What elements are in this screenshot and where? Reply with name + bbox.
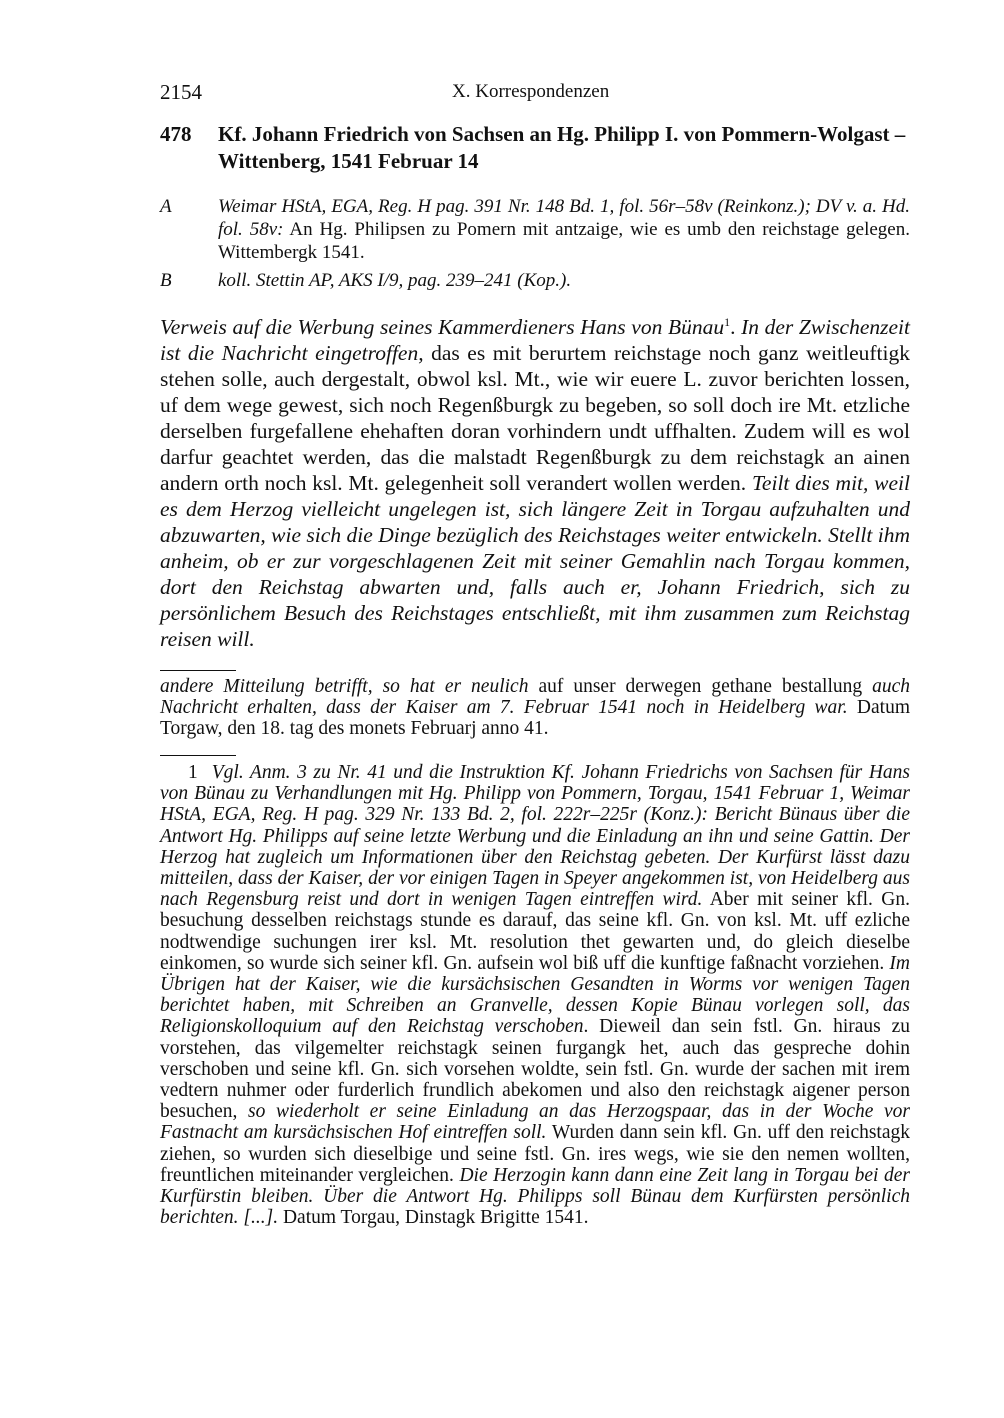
source-a xyxy=(160,195,910,264)
source-text xyxy=(218,195,910,264)
regest-text: Verweis auf die Werbung seines Kammerdieners Hans von Bünau xyxy=(160,315,725,339)
footnote-marker: 1 xyxy=(188,762,198,783)
source-list xyxy=(160,195,910,297)
source-archive: Weimar HStA, EGA, Reg. H pag. 391 Nr. 148 Bd. 1, fol. 56r–58v (Reinkonz.); DV v. a. Hd. fol. 58v: xyxy=(218,196,910,240)
regest-text: Die Herzogin kann dann eine Zeit lang in Torgau bei der Kurfürstin bleiben. Über die Antwort Hg. Philipps soll Bünau dem Kurfürsten persönlich berichten. [...]. xyxy=(160,1164,911,1229)
footnote-ref: 1 xyxy=(724,314,731,329)
footnote-1 xyxy=(160,762,910,1228)
source-b xyxy=(160,269,910,292)
source-archive: koll. Stettin AP, AKS I/9, pag. 239–241 (Kop.). xyxy=(218,270,572,291)
text-segment: . xyxy=(730,315,742,339)
quoted-text: Aber mit seiner kfl. Gn. besuchung desselben reichstags stunde es darauf, das seine kfl. Gn. von ksl. Mt. uff ezliche nodtwendige suchungen irer ksl. Mt. resolution thet gewarten und, do gleich dieselbe einkomen, so wurde sich seiner kfl. Gn. aufsein wol biß uff die kunftige faßnacht vorziehen. xyxy=(160,889,910,974)
source-sigle: A xyxy=(160,196,172,217)
source-note: An Hg. Philipsen zu Pomern mit antzaige, wie es umb den reichstage gelegen. Wittembergk 1541. xyxy=(218,219,910,263)
regest-text: Im Übrigen hat der Kaiser, wie die kursächsischen Gesandten in Worms vor wenigen Tagen berichtet haben, mit Schreiben an Granvelle, dessen Kopie Bünau vorlegen soll, das Religionskolloquium auf den Reichstag verschoben xyxy=(160,952,910,1038)
page-number: 2154 xyxy=(160,80,202,104)
quoted-text: Datum Torgaw, den 18. tag des monets Februarj anno 41. xyxy=(160,697,910,739)
running-title: X. Korrespondenzen xyxy=(452,81,610,102)
source-sigle: B xyxy=(160,270,172,291)
document-title: Kf. Johann Friedrich von Sachsen an Hg. Philipp I. von Pommern-Wolgast – Wittenberg, 1541 Februar 14 xyxy=(218,122,906,173)
quoted-text: Wurden dann sein kfl. Gn. uff den reichstagk ziehen, so wurden sich dieselbige und seine fstl. Gn. ires wegs, wie sie den nemen wollten, freuntlichen miteinander vergleichen. xyxy=(160,1122,911,1186)
quoted-text: Datum Torgau, Dinstagk Brigitte 1541. xyxy=(278,1207,589,1229)
quoted-text: . Dieweil dan sein fstl. Gn. hiraus zu vorstehen, das vilgemelter reichstagk seinen furgangk het, auch das gespreche dohin verschoben und seine kfl. Gn. sich vorsehen woldte, sein fstl. Gn. wurde der sachen mit irem vedtern nuhmer oder furderlich frundlich abekomen und also den reichstagk aigener person besuchen, xyxy=(160,1016,911,1123)
regest-text: andere Mitteilung betrifft, so hat er neulich xyxy=(160,676,529,697)
regest-text: so wiederholt er seine Einladung an das Herzogspaar, das in der Woche vor Fastnacht am kursächsischen Hof eintreffen soll. xyxy=(160,1101,910,1144)
quoted-text: auf unser derwegen gethane bestallung xyxy=(528,676,873,697)
regest-text: In der Zwischenzeit ist die Nachricht eingetroffen, xyxy=(160,315,911,365)
regest-text: Teilt dies mit, weil es dem Herzog vielleicht ungelegen ist, sich längere Zeit in Torgau aufzuhalten und abzuwarten, wie sich die Dinge bezüglich des Reichstages weiter entwickeln. Stellt ihm anheim, ob er zur vorgeschlagenen Zeit mit seiner Gemahlin nach Torgau kommen, dort den Reichstag abwarten und, falls auch er, Johann Friedrich, sich zu persönlichem Besuch des Reichstages entschließt, mit ihm zusammen zum Reichstag reisen will. xyxy=(160,471,910,651)
main-text xyxy=(160,314,910,652)
footnote-continuation xyxy=(160,676,910,739)
source-text xyxy=(218,269,910,292)
footnote-divider xyxy=(160,670,236,671)
regest-text: auch Nachricht erhalten, dass der Kaiser am 7. Februar 1541 noch in Heidelberg war. xyxy=(160,676,911,718)
document-number: 478 xyxy=(160,122,192,146)
quoted-text: das es mit berurtem reichstage noch ganz weitleuftigk stehen solle, auch dergestalt, obwol ksl. Mt., wie wir euere L. zuvor berichten lossen, uf dem wege gewest, sich noch Regenßburgk zu begeben, so soll doch ire Mt. etzliche derselben furgefallene ehehaften doran vorhindern undt uffhalten. Zudem will es wol darfur geachtet werden, das die malstadt Regenßburgk zu dem reichstagk an ainen andern orth noch ksl. Mt. gelegenheit soll verandert wollen werden. xyxy=(160,341,910,495)
regest-text: Vgl. Anm. 3 zu Nr. 41 und die Instruktion Kf. Johann Friedrichs von Sachsen für Hans von Bünau zu Verhandlungen mit Hg. Philipp von Pommern, Torgau, 1541 Februar 1, Weimar HStA, EGA, Reg. H pag. 329 Nr. 133 Bd. 2, fol. 222r–225r (Konz.): Bericht Bünaus über die Antwort Hg. Philipps auf seine letzte Werbung und die Einladung an ihn und seine Gattin. Der Herzog hat zugleich um Informationen über den Reichstag gebeten. Der Kurfürst lässt dazu mitteilen, dass der Kaiser, der vor einigen Tagen in Speyer angekommen ist, von Heidelberg aus nach Regensburg reist und dort in wenigen Tagen eintreffen wird. xyxy=(160,762,910,911)
footnote-divider xyxy=(160,755,236,756)
